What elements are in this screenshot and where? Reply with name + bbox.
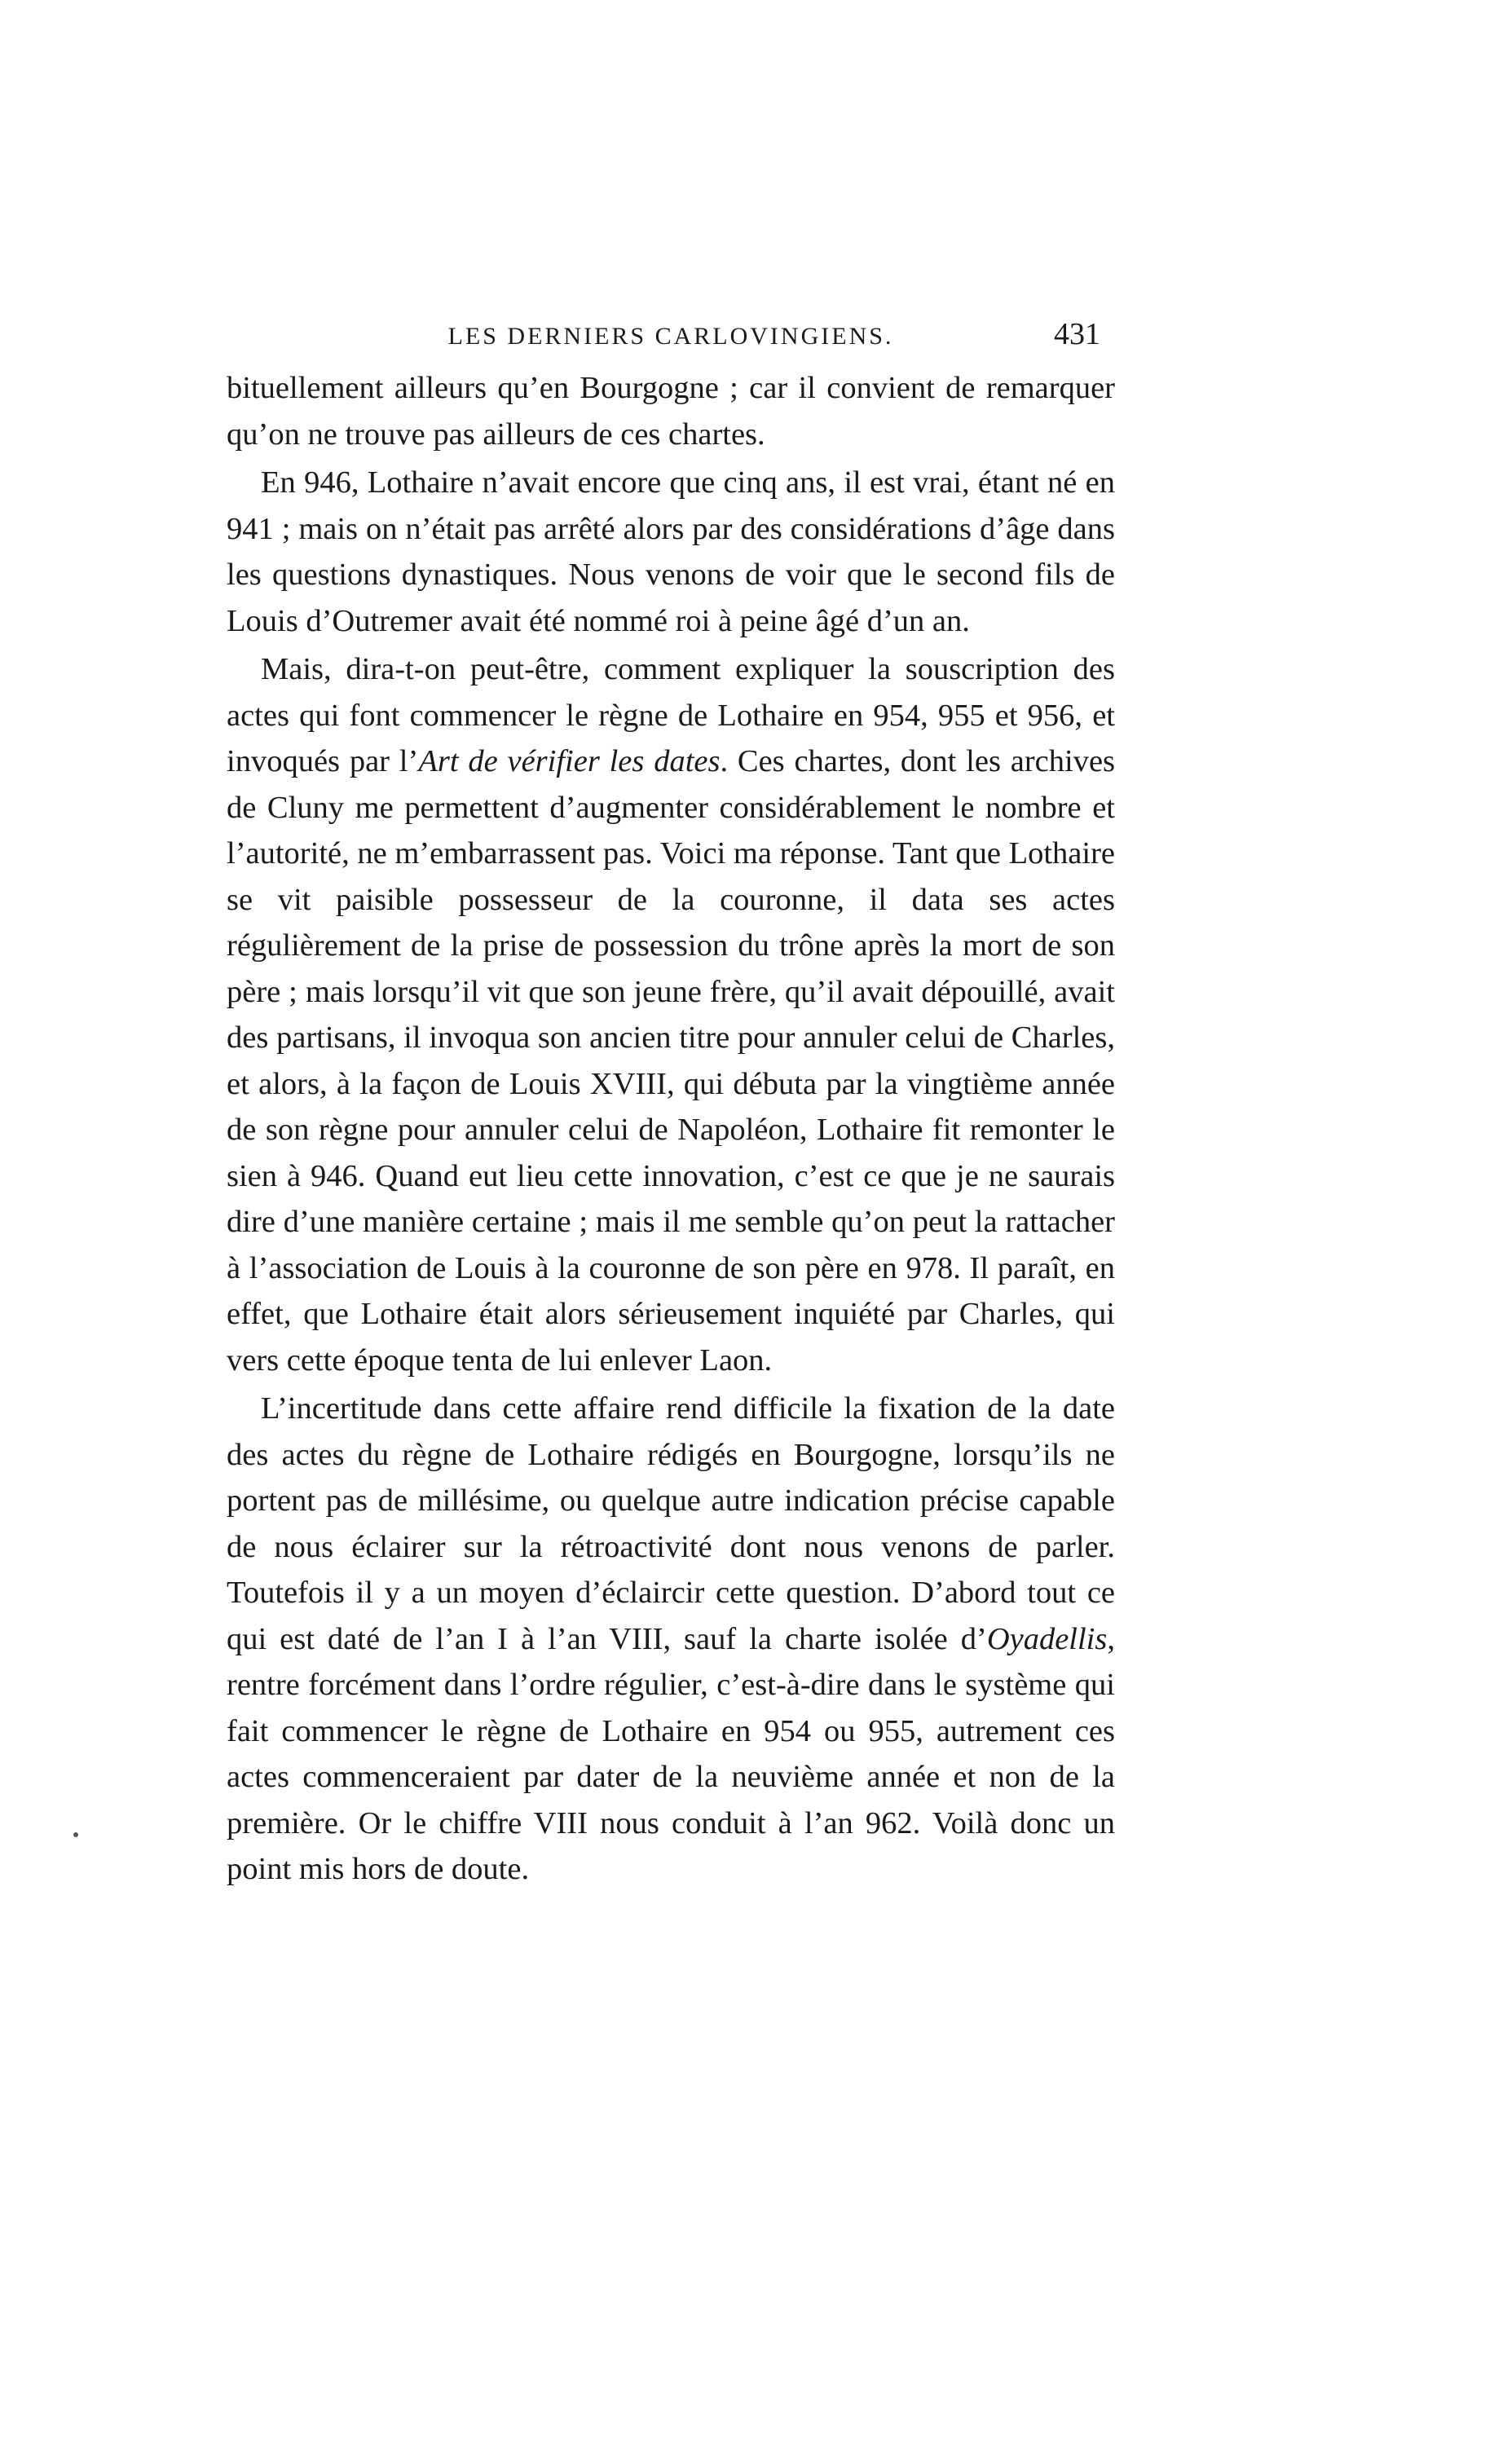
place-name-italic: Oyadellis [986,1621,1108,1656]
running-head [227,316,1115,365]
text-segment: En 946, Lothaire n’avait encore que cinq ans, il est vrai, étant né en 941 ; mais on n’était pas arrêté alors par des considérations d’âge dans les questions dynastiques. Nous venons de voir que le second fils de Louis d’Outremer avait été nommé roi à peine âgé d’un an. [227,465,1115,638]
text-segment: Mais, dira-t-on peut-être, comment expliquer la souscription des actes qui font commencer le règne de Lothaire en 954, 955 et 956, et invoqués par l’ [227,652,1115,778]
paragraph-4 [227,1386,1115,1893]
text-segment: , rentre forcément dans l’ordre régulier, c’est-à-dire dans le système qui fait commencer le règne de Lothaire en 954 ou 955, autrement ces actes commenceraient par dater de la neuvième année et non de la première. Or le chiffre VIII nous conduit à l’an 962. Voilà donc un point mis hors de doute. [227,1621,1115,1886]
text-segment: bituellement ailleurs qu’en Bourgogne ; car il convient de remarquer qu’on ne trouve pas ailleurs de ces chartes. [227,371,1115,452]
running-title: LES DERNIERS CARLOVINGIENS. [447,323,894,350]
body-text [227,365,1115,1893]
paragraph-1 [227,365,1115,457]
text-segment: L’incertitude dans cette affaire rend difficile la fixation de la date des actes du règne de Lothaire rédigés en Bourgogne, lorsqu’ils ne portent pas de millésime, ou quelque autre indication précise capable de nous éclairer sur la rétroactivité dont nous venons de parler. Toutefois il y a un moyen d’éclaircir cette question. D’abord tout ce qui est daté de l’an I à l’an VIII, sauf la charte isolée d’ [227,1391,1115,1656]
page-number: 431 [1054,317,1100,351]
paragraph-2 [227,460,1115,644]
paragraph-3 [227,646,1115,1383]
text-segment: . Ces chartes, dont les archives de Cluny me permettent d’augmenter considérablement le nombre et l’autorité, ne m’embarrassent pas. Voici ma réponse. Tant que Lothaire se vit paisible possesseur de la couronne, il data ses actes régulièrement de la prise de possession du trône après la mort de son père ; mais lorsqu’il vit que son jeune frère, qu’il avait dépouillé, avait des partisans, il invoqua son ancien titre pour annuler celui de Charles, et alors, à la façon de Louis XVIII, qui débuta par la vingtième année de son règne pour annuler celui de Napoléon, Lothaire fit remonter le sien à 946. Quand eut lieu cette innovation, c’est ce que je ne saurais dire d’une manière certaine ; mais il me semble qu’on peut la rattacher à l’association de Louis à la couronne de son père en 978. Il paraît, en effet, que Lothaire était alors sérieusement inquiété par Charles, qui vers cette époque tenta de lui enlever Laon. [227,744,1116,1377]
book-title-italic: Art de vérifier les dates [418,744,721,778]
margin-speck [73,1832,78,1837]
